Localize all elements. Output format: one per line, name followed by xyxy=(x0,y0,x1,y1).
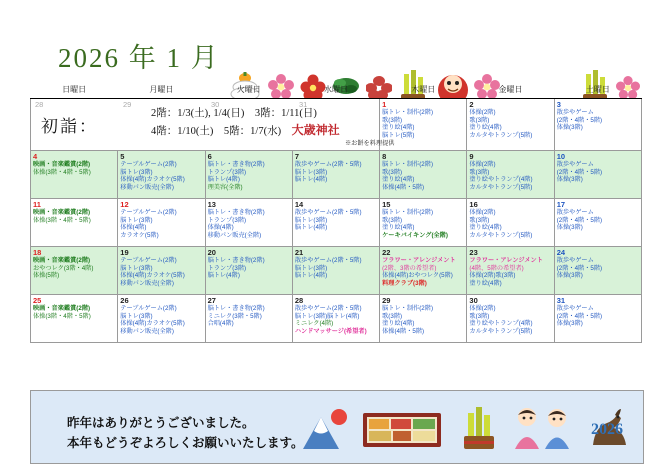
day-cell-30 xyxy=(467,295,554,343)
event-text: (2階・4階・5階) xyxy=(556,116,603,124)
weekday-header-tue: 火曜日 xyxy=(205,82,292,99)
event-text: 散歩やゲーム(2階・5階) xyxy=(294,257,362,264)
day-cell-18 xyxy=(31,247,118,295)
event-text: テーブルゲーム(2階) xyxy=(120,257,177,264)
event-text: 移動パン販売(全階) xyxy=(120,183,174,191)
event-text: 体操(2階)歌(3階) xyxy=(469,272,516,280)
event-text: 脳トレ(5階) xyxy=(382,131,415,139)
event-text: 体操(4階)カラオケ(5階) xyxy=(120,176,185,184)
event-text: 散歩やゲーム xyxy=(556,305,594,312)
event-text: 塗り絵(4階) xyxy=(382,124,415,132)
event-text: 体操(2階) xyxy=(469,209,496,216)
event-text: 体操(4階)カラオケ(5階) xyxy=(120,272,185,280)
footer-line-1: 昨年はありがとうございました。 xyxy=(67,416,255,430)
event-text: 散歩やゲーム(2階・5階) xyxy=(294,305,362,312)
day-cell-26 xyxy=(118,295,205,343)
weekday-header-sun: 日曜日 xyxy=(31,82,118,99)
day-cell-13 xyxy=(205,199,292,247)
day-cell-10 xyxy=(554,151,641,199)
day-number: 11 xyxy=(33,200,41,209)
day-cell-25 xyxy=(31,295,118,343)
day-cell-5 xyxy=(118,151,205,199)
event-text: 散歩やゲーム xyxy=(556,161,594,168)
day-number: 5 xyxy=(120,152,125,161)
footer-greeting xyxy=(67,413,304,453)
event-text: 散歩やゲーム(2階・5階) xyxy=(294,161,362,168)
event-text: 歌(3階) xyxy=(469,168,490,176)
osechi-note: ※お餅を料理提供 xyxy=(345,140,395,147)
hatsumode-line-1: 2階：1/3(土), 1/4(日) 3階：1/11(日) xyxy=(151,108,317,119)
osechi-box-icon xyxy=(361,405,445,453)
event-text: ミニレク(4階) xyxy=(294,320,334,328)
day-cell-11 xyxy=(31,199,118,247)
day-number: 31 xyxy=(556,296,566,305)
event-text: 体操(3階・4階・5階) xyxy=(33,216,91,224)
day-cell-14 xyxy=(292,199,379,247)
new-year-visit-banner: 28 29 30 31 初詣： 2階：1/3(土), 1/4(日) 3階：1/11(日) 4階：1/10(土) 5階：1/7(水) 大歳神社 xyxy=(31,99,380,151)
event-text: 体操(4階・5階) xyxy=(382,183,425,191)
day-cell-31 xyxy=(554,295,641,343)
event-text: 体操(4階)おやつレク(5階) xyxy=(382,272,453,280)
day-number: 21 xyxy=(294,248,304,257)
event-text: 歌(3階) xyxy=(382,312,403,320)
event-text: 散歩やゲーム xyxy=(556,109,594,116)
event-text: 塗り絵(4階) xyxy=(469,224,502,232)
event-text: 脳トレ(3階) xyxy=(120,312,153,320)
event-text: テーブルゲーム(2階) xyxy=(120,161,177,168)
day-cell-21 xyxy=(292,247,379,295)
weekday-header-mon: 月曜日 xyxy=(118,82,205,99)
event-text: 体操(5階) xyxy=(33,272,60,280)
event-text: 脳トレ(4階) xyxy=(207,272,240,280)
event-text: 脳トレ(3階) xyxy=(120,264,153,272)
day-number: 28 xyxy=(294,296,304,305)
event-text: 理美容(全階) xyxy=(207,183,243,191)
day-number: 20 xyxy=(207,248,216,257)
event-text: 移動パン販売(全階) xyxy=(120,279,174,287)
event-text: 映画・音楽鑑賞(2階) xyxy=(33,257,91,264)
event-text: トランプ(3階) xyxy=(207,216,247,224)
calendar-table xyxy=(30,82,642,343)
event-text: 塗り絵(4階) xyxy=(469,124,502,132)
event-text: 脳トレ(3階) xyxy=(294,168,328,176)
event-text: 脳トレ(4階) xyxy=(207,176,240,184)
event-text: 料理クラブ(3階) xyxy=(382,279,427,287)
day-number: 15 xyxy=(382,200,391,209)
event-text: 脳トレ・書き物(2階) xyxy=(207,209,265,216)
weekday-header-fri: 金曜日 xyxy=(467,82,554,99)
event-text: カラオケ(5階) xyxy=(120,231,159,239)
footer-year: 2026 xyxy=(591,421,623,438)
day-cell-16 xyxy=(467,199,554,247)
event-text: 脳トレ(4階) xyxy=(294,224,328,232)
event-text: 脳トレ・書き物(2階) xyxy=(207,161,265,168)
event-text: おやつレク(3階・4階) xyxy=(33,264,94,272)
event-text: 歌(3階) xyxy=(382,216,403,224)
event-text: 塗り絵(4階) xyxy=(382,224,415,232)
event-text: トランプ(3階) xyxy=(207,168,247,176)
day-number: 16 xyxy=(469,200,478,209)
day-number: 22 xyxy=(382,248,391,257)
event-text: (2階・4階・5階) xyxy=(556,264,603,272)
event-text: 体操(2階) xyxy=(469,305,496,312)
week-row-5 xyxy=(31,295,642,343)
event-text: 散歩やゲーム xyxy=(556,257,594,264)
day-cell-20 xyxy=(205,247,292,295)
children-kimono-icon xyxy=(509,403,579,453)
day-cell-27 xyxy=(205,295,292,343)
event-text: 脳トレ(3階)脳トレ(4階) xyxy=(294,312,360,320)
weekday-header-wed: 水曜日 xyxy=(292,82,379,99)
event-text: テーブルゲーム(2階) xyxy=(120,305,177,312)
event-text: 脳トレ・制作(2階) xyxy=(382,209,433,216)
day-number: 27 xyxy=(207,296,216,305)
day-cell-17 xyxy=(554,199,641,247)
event-text: カルタやトランプ(5階) xyxy=(469,183,533,191)
event-text: 脳トレ(3階) xyxy=(120,216,153,224)
kadomatsu-icon xyxy=(459,403,499,453)
event-text: (2階・4階・5階) xyxy=(556,312,603,320)
event-text: 合唱(4階) xyxy=(207,320,234,328)
day-cell-9 xyxy=(467,151,554,199)
event-text: カルタやトランプ(5階) xyxy=(469,231,533,239)
week-row-4 xyxy=(31,247,642,295)
event-text: フラワー・アレンジメント xyxy=(469,257,543,264)
day-cell-1: 1 脳トレ・制作(2階) 歌(3階) 塗り絵(4階) 脳トレ(5階) xyxy=(380,99,467,151)
day-number: 6 xyxy=(207,152,212,161)
day-number: 14 xyxy=(294,200,304,209)
event-text: 体操(3階) xyxy=(556,124,583,132)
event-text: 脳トレ・制作(2階) xyxy=(382,305,433,312)
day-cell-6 xyxy=(205,151,292,199)
day-cell-4 xyxy=(31,151,118,199)
event-text: (4階、5階の希望者) xyxy=(469,264,524,272)
weekday-header-thu: 木曜日 xyxy=(380,82,467,99)
event-text: 体操(3階・4階・5階) xyxy=(33,312,91,320)
event-text: 塗り絵(4階) xyxy=(469,279,502,287)
event-text: トランプ(3階) xyxy=(207,264,247,272)
event-text: 脳トレ(3階) xyxy=(294,216,328,224)
week-row-2 xyxy=(31,151,642,199)
event-text: 体操(3階・4階・5階) xyxy=(33,168,91,176)
hatsumode-line-2: 4階：1/10(土) 5階：1/7(水) 大歳神社 xyxy=(151,123,340,137)
event-text: (2階・4階・5階) xyxy=(556,216,603,224)
event-text: カルタやトランプ(5階) xyxy=(469,131,533,139)
event-text: 映画・音楽鑑賞(2階) xyxy=(33,305,91,312)
day-number: 4 xyxy=(33,152,38,161)
day-cell-19 xyxy=(118,247,205,295)
day-cell-15 xyxy=(380,199,467,247)
day-cell-3: 3 散歩やゲーム (2階・4階・5階) 体操(3階) xyxy=(554,99,641,151)
event-text: 脳トレ・書き物(2階) xyxy=(207,257,265,264)
event-text: 歌(3階) xyxy=(469,116,490,124)
day-cell-8 xyxy=(380,151,467,199)
event-text: 体操(3階) xyxy=(556,320,583,328)
hatsumode-schedule xyxy=(151,106,340,140)
event-text: (2階・4階・5階) xyxy=(556,168,603,176)
mount-fuji-icon xyxy=(299,405,353,453)
event-text: 脳トレ(3階) xyxy=(120,168,153,176)
day-cell-29 xyxy=(380,295,467,343)
event-text: 塗り絵(4階) xyxy=(382,320,415,328)
weekday-header-row xyxy=(31,82,642,99)
event-text: 散歩やゲーム(2階・5階) xyxy=(294,209,362,216)
event-text: (2階、3階の希望者) xyxy=(382,264,437,272)
day-cell-22 xyxy=(380,247,467,295)
day-number: 17 xyxy=(556,200,566,209)
weekday-header-sat: 土曜日 xyxy=(554,82,641,99)
footer-banner xyxy=(30,390,644,464)
day-cell-24 xyxy=(554,247,641,295)
event-text: 脳トレ(4階) xyxy=(294,176,328,184)
day-number: 19 xyxy=(120,248,129,257)
event-text: フラワー・アレンジメント xyxy=(382,257,456,264)
page-title: 2026 年 1 月 xyxy=(58,43,220,73)
week-row-1 xyxy=(31,99,642,151)
event-text: 映画・音楽鑑賞(2階) xyxy=(33,209,91,216)
event-text: 体操(3階) xyxy=(556,224,583,232)
day-number: 25 xyxy=(33,296,42,305)
event-text: 歌(3階) xyxy=(382,116,403,124)
day-number: 7 xyxy=(294,152,300,161)
day-number: 18 xyxy=(33,248,42,257)
day-number: 13 xyxy=(207,200,216,209)
event-text: 体操(2階) xyxy=(469,161,496,168)
event-text: 脳トレ(4階) xyxy=(294,272,328,280)
event-text: 体操(4階・5階) xyxy=(382,327,425,335)
week-row-3 xyxy=(31,199,642,247)
event-text: 体操(3階) xyxy=(556,272,583,280)
day-number: 29 xyxy=(382,296,391,305)
event-text: 脳トレ(3階) xyxy=(294,264,328,272)
event-text: 移動パン販売(全階) xyxy=(120,327,174,335)
event-text: 塗り絵やトランプ(4階) xyxy=(469,320,533,328)
day-number: 30 xyxy=(469,296,478,305)
footer-line-2: 本年もどうぞよろしくお願いいたします。 xyxy=(67,436,304,450)
day-cell-12 xyxy=(118,199,205,247)
event-text: 塗り絵(4階) xyxy=(382,176,415,184)
title-row xyxy=(0,34,672,80)
day-number: 26 xyxy=(120,296,129,305)
event-text: ミニレク(3階・5階) xyxy=(207,312,262,320)
day-number: 23 xyxy=(469,248,478,257)
day-number: 10 xyxy=(556,152,566,161)
event-text: 散歩やゲーム xyxy=(556,209,594,216)
hatsumode-label: 初詣： xyxy=(41,117,98,136)
event-text: 体操(4階) xyxy=(120,224,147,232)
day-number: 9 xyxy=(469,152,474,161)
event-text: 体操(3階) xyxy=(556,176,583,184)
event-text: 体操(4階)カラオケ(5階) xyxy=(120,320,185,328)
event-text: ハンドマッサージ(希望者) xyxy=(294,327,367,335)
event-text: 脳トレ・書き物(2階) xyxy=(207,305,265,312)
event-text: カルタやトランプ(5階) xyxy=(469,327,533,335)
event-text: 歌(3階) xyxy=(382,168,403,176)
event-text: 脳トレ・制作(2階) xyxy=(382,161,433,168)
day-cell-2: 2 体操(2階) 歌(3階) 塗り絵(4階) カルタやトランプ(5階) xyxy=(467,99,554,151)
day-cell-23 xyxy=(467,247,554,295)
event-text: 体操(4階) xyxy=(207,224,234,232)
event-text: テーブルゲーム(2階) xyxy=(120,209,177,216)
event-text: 脳トレ・制作(2階) xyxy=(382,109,433,116)
day-cell-28 xyxy=(292,295,379,343)
event-text: 塗り絵やトランプ(4階) xyxy=(469,176,533,184)
event-text: 歌(3階) xyxy=(469,312,490,320)
day-number: 8 xyxy=(382,152,387,161)
event-text: 移動パン販売(全階) xyxy=(207,231,262,239)
event-text: 映画・音楽鑑賞(2階) xyxy=(33,161,91,168)
day-number: 12 xyxy=(120,200,129,209)
event-text: ケーキバイキング(全階) xyxy=(382,231,448,239)
event-text: 歌(3階) xyxy=(469,216,490,224)
day-cell-7 xyxy=(292,151,379,199)
day-number: 24 xyxy=(556,248,566,257)
event-text: 体操(2階) xyxy=(469,109,496,116)
